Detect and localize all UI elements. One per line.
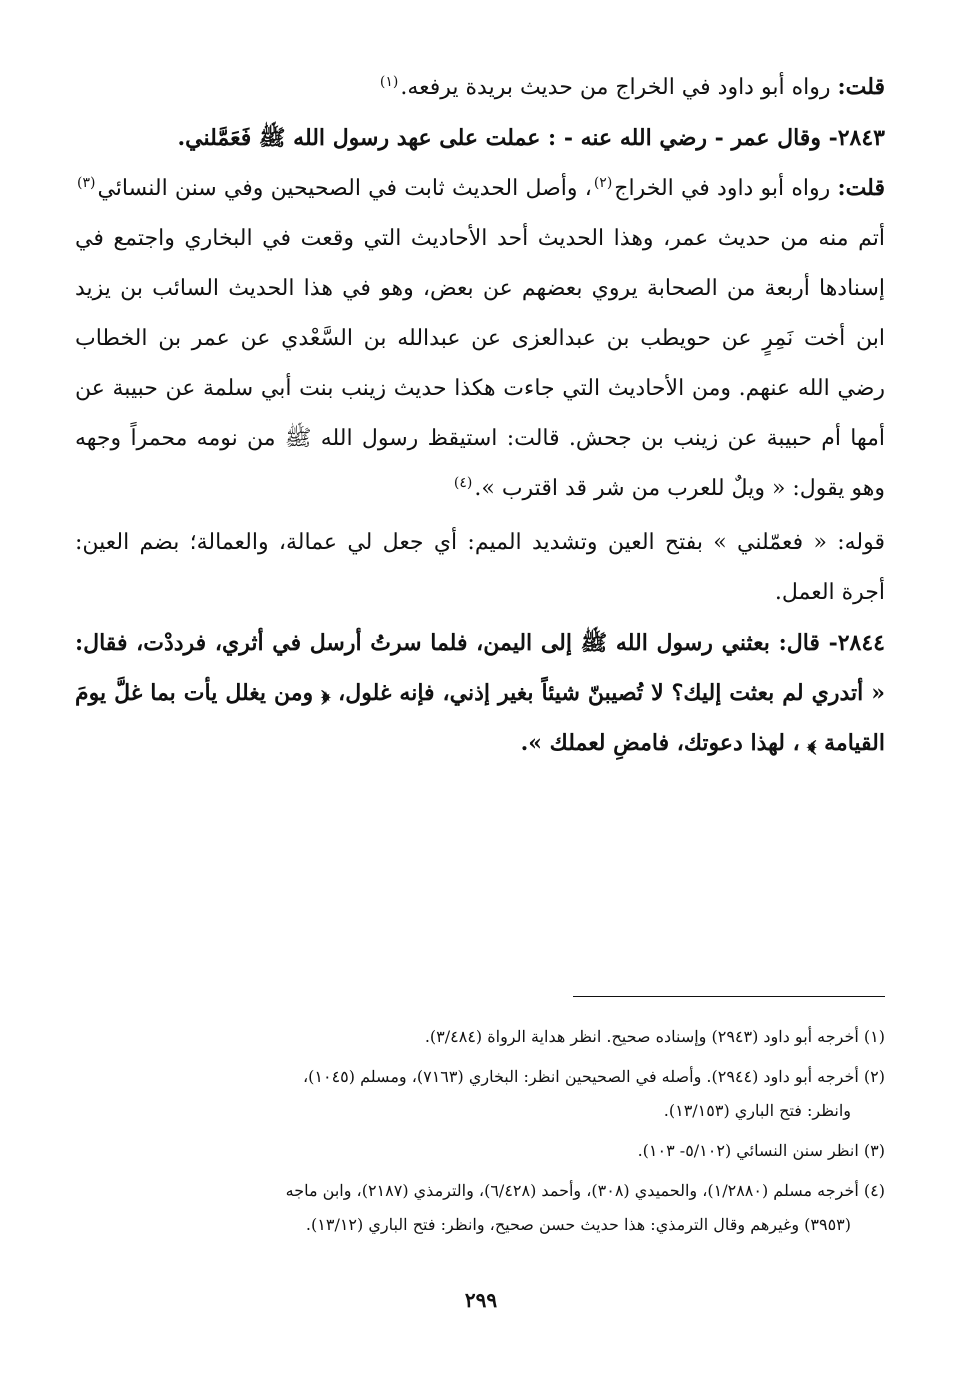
footnote-ref: (٢) [593,174,613,191]
note-text: رواه أبو داود في الخراج [614,176,831,201]
main-text [75,62,885,768]
footnote-number: (٢) [863,1067,885,1086]
footnote-item [75,1174,885,1242]
footnote-text: أخرجه أبو داود (٢٩٤٤). وأصله في الصحيحين انظر: البخاري (٧١٦٣)، ومسلم (١٠٤٥)، [302,1067,859,1086]
footnote-ref: (٤) [453,474,473,491]
footnote-item [75,1134,885,1168]
paragraph-commentary [75,518,885,618]
hadith-text: ٢٨٤٣- وقال عمر - رضي الله عنه - : عملت على عهد رسول الله ﷺ فَعَمَّلني. [177,125,885,151]
footnote-text: أخرجه مسلم (١/٢٨٨٠)، والحميدي (٣٠٨)، وأحمد (٦/٤٢٨)، والترمذي (٢١٨٧)، وابن ماجه [285,1181,859,1200]
footnote-text: انظر سنن النسائي (٥/١٠٢- ١٠٣). [637,1141,859,1160]
note-text: رواه أبو داود في الخراج من حديث بريدة يرفعه. [400,75,831,100]
hadith-2844 [75,618,885,768]
footnote-ref: (١) [379,73,399,90]
page-number: ٢٩٩ [464,1288,498,1312]
note-text: أتم منه من حديث عمر، وهذا الحديث أحد الأحاديث التي وقعت في البخاري واجتمع في إسنادها أربعة من الصحابة يروي بعضهم عن بعض، وهو في هذا الحديث السائب بن يزيد ابن أخت نَمِرٍ عن حويطب بن عبدالعزى عن عبدالله بن السَّعْدي عن عمر بن الخطاب رضي الله عنهم. ومن الأحاديث التي جاءت هكذا حديث زينب بنت أبي سلمة عن حبيبة عن أمها أم حبيبة عن زينب بن جحش. قالت: استيقظ رسول الله ﷺ من نومه محمراً وجهه وهو يقول: « ويلٌ للعرب من شر قد اقترب ». [75,226,885,501]
note-text: ، وأصل الحديث ثابت في الصحيحين وفي سنن النسائي [97,176,592,201]
paragraph-note-1 [75,62,885,113]
footnotes [75,1020,885,1248]
note-label: قلت: [837,74,885,100]
hadith-text: ٢٨٤٤- قال: بعثني رسول الله ﷺ إلى اليمن، فلما سرتُ أرسل في أثري، فرددْت، فقال: « أتدري لم بعثت إليك؟ لا تُصيبنّ شيئاً بغير إذني، فإنه غلول، ﴿ ومن يغلل يأت بما غلَّ يومَ القيامة ﴾ ، لهذا دعوتك، فامضِ لعملك ». [75,630,885,756]
footnote-item [75,1060,885,1128]
footnote-text: أخرجه أبو داود (٢٩٤٣) وإسناده صحيح. انظر هداية الرواة (٣/٤٨٤). [424,1027,859,1046]
commentary-text: قوله: « فعمّلني » بفتح العين وتشديد الميم: أي جعل لي عمالة، والعمالة؛ بضم العين: أجرة العمل. [75,530,885,605]
footnote-ref: (٣) [77,174,96,191]
hadith-2843 [75,113,885,163]
note-label: قلت: [837,175,885,201]
footnote-divider [573,996,885,997]
footnote-item [75,1020,885,1054]
paragraph-note-2 [75,163,885,514]
footnote-continuation: (٣٩٥٣) وغيرهم وقال الترمذي: هذا حديث حسن صحيح، وانظر: فتح الباري (١٣/١٢). [305,1215,851,1234]
footnote-number: (١) [863,1027,885,1046]
footnote-number: (٣) [863,1141,885,1160]
footnote-number: (٤) [863,1181,885,1200]
footnote-continuation: وانظر: فتح الباري (١٣/١٥٣). [663,1101,851,1120]
